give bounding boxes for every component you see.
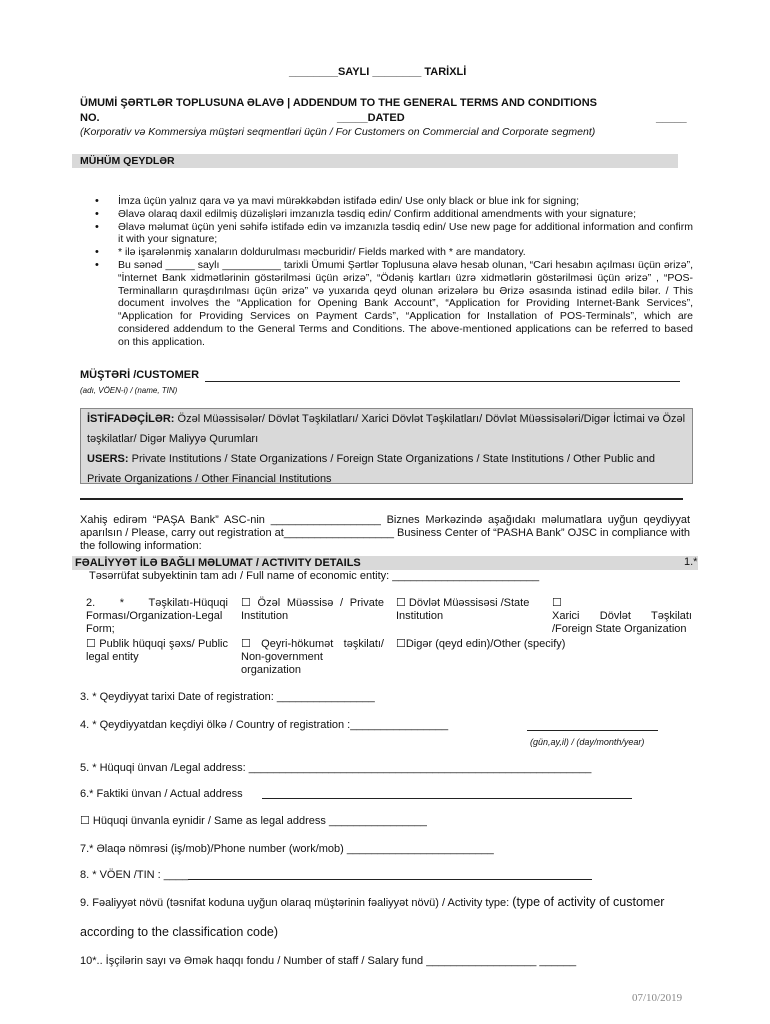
option-ngo[interactable]: ☐ Qeyri-hökumət təşkilatı/ Non-government organization (241, 638, 384, 676)
customer-input-line[interactable] (205, 381, 680, 382)
registration-date-field[interactable]: 3. * Qeydiyyat tarixi Date of registration: ________________ (80, 691, 375, 703)
legal-form-label: 2. * Təşkilatı-Hüquqi Forması/Organization-Legal Form; (86, 597, 228, 635)
users-en: USERS: Private Institutions / State Organizations / Foreign State Organizations / State Institutions / Other Public and Private Organizations / Other Financial Institutions (87, 453, 655, 485)
doc-number-line: ________SAYLI ________ TARİXLİ (289, 66, 467, 78)
customer-hint: (adı, VÖEN-i) / (name, TIN) (80, 386, 178, 395)
users-az: İSTİFADƏÇİLƏR: Özəl Müəssisələr/ Dövlət Təşkilatları/ Xarici Dövlət Təşkilatları/ Dövlət Müəssisələri/Digər İctimai və Özəl təşkilatlar/ Digər Maliyyə Qurumları (87, 413, 686, 445)
actual-address-input-line[interactable] (262, 798, 632, 799)
actual-address-label: 6.* Faktiki ünvan / Actual address (80, 788, 243, 800)
entity-fullname-field[interactable]: Təsərrüfat subyektinin tam adı / Full name of economic entity: ________________________ (89, 570, 540, 582)
customer-label: MÜŞTƏRİ /CUSTOMER (80, 369, 200, 381)
doc-title: ÜMUMİ ŞƏRTLƏR TOPLUSUNA ƏLAVƏ | ADDENDUM TO THE GENERAL TERMS AND CONDITIONS (80, 97, 597, 109)
list-item: • Əlavə olaraq daxil edilmiş düzəlişləri imzanızla təsdiq edin/ Confirm additional amendments with your signature; (95, 208, 693, 221)
activity-type-continued: according to the classification code) (80, 925, 279, 939)
doc-title-blank: _____ (656, 112, 687, 124)
important-heading: MÜHÜM QEYDLƏR (80, 155, 175, 167)
date-format-hint: (gün,ay,il) / (day/month/year) (530, 737, 645, 747)
registration-request: Xahiş edirəm “PAŞA Bank” ASC-nin __________________ Biznes Mərkəzində aşağıdakı məlumatlara uyğun qeydiyyat aparılsın / Please, carry out registration at__________________ Business Center of “PASHA Bank” OJSC in compliance with the following information: (80, 514, 690, 552)
activity-num: 1.* (684, 556, 698, 568)
list-item: • * ilə işarələnmiş xanaların doldurulması məcburidir/ Fields marked with * are mandatory. (95, 246, 693, 259)
doc-subtitle: (Korporativ və Kommersiya müştəri seqmentləri üçün / For Customers on Commercial and Corporate segment) (80, 126, 596, 138)
option-public-legal-entity[interactable]: ☐ Publik hüquqi şəxs/ Public legal entity (86, 638, 228, 663)
phone-field[interactable]: 7.* Əlaqə nömrəsi (iş/mob)/Phone number (work/mob) ________________________ (80, 843, 494, 855)
same-as-legal-checkbox[interactable]: ☐ Hüquqi ünvanla eynidir / Same as legal address ________________ (80, 815, 427, 827)
legal-address-field[interactable]: 5. * Hüquqi ünvan /Legal address: ________________________________________________________ (80, 762, 592, 774)
divider (80, 498, 683, 500)
tin-label: 8. * VÖEN /TIN : ____ (80, 869, 189, 881)
option-private-institution[interactable]: ☐ Özəl Müəssisə / Private Institution (241, 597, 384, 622)
list-item: • İmza üçün yalnız qara və ya mavi mürəkkəbdən istifadə edin/ Use only black or blue ink for signing; (95, 195, 693, 208)
option-other[interactable]: ☐Digər (qeyd edin)/Other (specify) (396, 638, 566, 650)
activity-type-field: 9. Fəaliyyət növü (təsnifat koduna uyğun olaraq müştərinin fəaliyyət növü) / Activity type: (type of activity of customer (80, 895, 665, 909)
option-foreign-checkbox[interactable]: ☐ (552, 597, 562, 609)
users-box (80, 408, 693, 484)
doc-title-no: NO. (80, 112, 100, 124)
important-list (95, 195, 693, 349)
staff-salary-field[interactable]: 10*.. İşçilərin sayı və Əmək haqqı fondu / Number of staff / Salary fund __________________ ______ (80, 955, 577, 967)
footer-date: 07/10/2019 (632, 992, 683, 1004)
date-input-line[interactable] (527, 730, 658, 731)
option-state-institution[interactable]: ☐ Dövlət Müəssisəsi /State Institution (396, 597, 530, 622)
list-item: • Əlavə məlumat üçün yeni səhifə istifadə edin və imzanızla təsdiq edin/ Use new page for additional information and confirm it with your signature; (95, 221, 693, 247)
activity-heading: FƏALİYYƏT İLƏ BAĞLI MƏLUMAT / ACTIVITY DETAILS (75, 557, 361, 569)
tin-input-line[interactable] (188, 879, 592, 880)
doc-title-dated: _____DATED (337, 112, 405, 124)
registration-country-field[interactable]: 4. * Qeydiyyatdan keçdiyi ölkə / Country of registration :________________ (80, 719, 449, 731)
list-item: • Bu sənəd _____ saylı __________ tarixli Ümumi Şərtlər Toplusuna əlavə hesab olunan, “Cari hesabın açılması üçün ərizə”, “İnternet Bank xidmətlərinin göstərilməsi üçün ərizə”, “Ödəniş kartları üzrə xidmətlərin göstərilməsi üçün ərizə” , “POS-Terminalların quraşdırılması üçün ərizə” və yuxarıda qeyd olunan ərizələrə bu Ərizə əsasında istinad edilə bilər. / This document involves the “Application for Opening Bank Account”, “Application for Providing Internet-Bank Services”, “Application for Providing Services on Payment Cards”, “Application for Installation of POS-Terminals”, which are considered addendum to the General Terms and Conditions. The above-mentioned applications can be referred to based on this application. (95, 259, 693, 349)
option-foreign-state-org[interactable]: Xarici Dövlət Təşkilatı /Foreign State Organization (552, 610, 692, 635)
